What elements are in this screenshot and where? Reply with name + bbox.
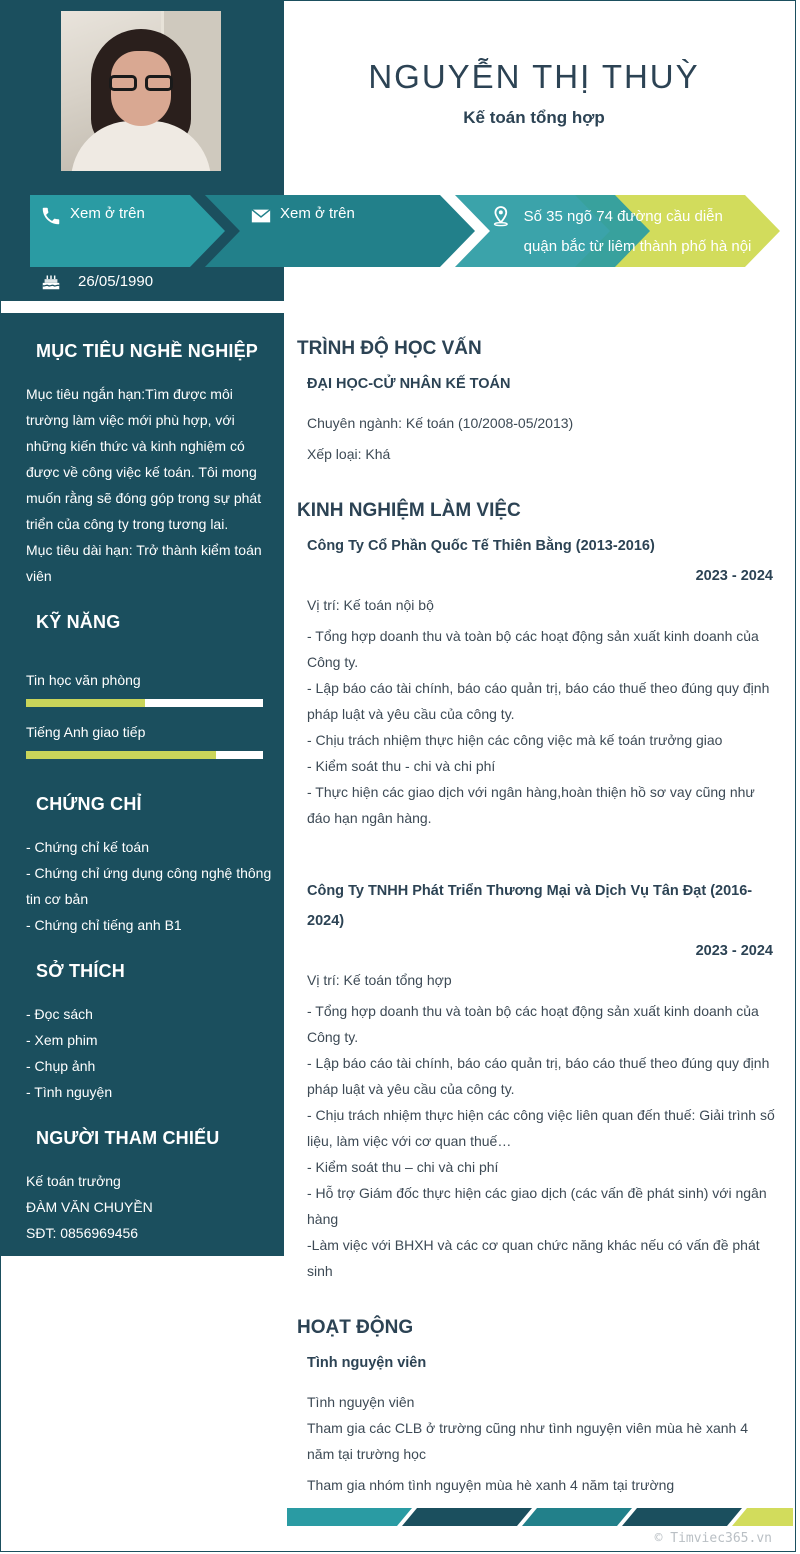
activity-title: Tình nguyện viên <box>307 1355 427 1371</box>
education-heading: TRÌNH ĐỘ HỌC VẤN <box>297 338 482 359</box>
skill-bar-fill <box>26 751 216 759</box>
candidate-name: NGUYỄN THỊ THUỲ <box>368 58 700 95</box>
hobby-item: - Đọc sách <box>26 1006 93 1022</box>
education-degree: ĐẠI HỌC-CỬ NHÂN KẾ TOÁN <box>307 376 511 392</box>
job-period: 2023 - 2024 <box>695 943 773 959</box>
education-major: Chuyên ngành: Kế toán (10/2008-05/2013) <box>307 415 574 431</box>
location-pin-icon <box>490 205 512 227</box>
objective-text <box>26 381 276 589</box>
skill-label: Tin học văn phòng <box>26 672 141 688</box>
contact-email <box>250 205 355 227</box>
job-duties <box>307 623 777 831</box>
duty-item: - Tổng hợp doanh thu và toàn bộ các hoạt động sản xuất kinh doanh của Công ty. <box>307 628 759 670</box>
contact-address <box>490 202 760 262</box>
reference-item: SĐT: 0856969456 <box>26 1225 139 1241</box>
duty-item: -Làm việc với BHXH và các cơ quan chức năng khác nếu có vấn đề phát sinh <box>307 1237 760 1279</box>
skill-bar <box>26 699 263 707</box>
activity-line: Tham gia nhóm tình nguyện mùa hè xanh 4 năm tại trường <box>307 1477 675 1493</box>
hobby-item: - Xem phim <box>26 1032 98 1048</box>
duty-item: - Thực hiện các giao dịch với ngân hàng,hoàn thiện hồ sơ vay cũng như đáo hạn ngân hàng. <box>307 784 755 826</box>
certificates-list <box>26 834 276 938</box>
contact-phone <box>40 205 145 227</box>
candidate-title: Kế toán tổng hợp <box>463 108 605 127</box>
duty-item: - Lập báo cáo tài chính, báo cáo quản trị, báo cáo thuế theo đúng quy định pháp luật và yêu cầu của công ty. <box>307 680 770 722</box>
activity-line: Tham gia các CLB ở trường cũng như tình nguyện viên mùa hè xanh 4 năm tại trường học <box>307 1420 749 1462</box>
hobby-item: - Chụp ảnh <box>26 1058 96 1074</box>
footer-stripe <box>287 1508 793 1526</box>
profile-photo <box>61 11 221 171</box>
birthday-cake-icon <box>40 270 62 292</box>
objective-long-term: Mục tiêu dài hạn: Trở thành kiểm toán viên <box>26 542 262 584</box>
job-position: Vị trí: Kế toán nội bộ <box>307 597 434 613</box>
address-text: Số 35 ngõ 74 đường cầu diễn quận bắc từ liêm thành phố hà nội <box>523 208 752 255</box>
reference-item: ĐÀM VĂN CHUYỀN <box>26 1199 153 1215</box>
objective-short-term: Mục tiêu ngắn hạn:Tìm được môi trường làm việc mới phù hợp, với những kiến thức và kinh nghiệm có được về công việc kế toán. Tôi mong muốn rằng sẽ đóng góp trong sự phát triển của công ty trong tương lai. <box>26 386 262 532</box>
duty-item: - Tổng hợp doanh thu và toàn bộ các hoạt động sản xuất kinh doanh của Công ty. <box>307 1003 759 1045</box>
hobby-item: - Tình nguyện <box>26 1084 113 1100</box>
skill-label: Tiếng Anh giao tiếp <box>26 724 146 740</box>
mail-icon <box>250 205 272 227</box>
job-company: Công Ty TNHH Phát Triển Thương Mại và Dịch Vụ Tân Đạt (2016-2024) <box>307 883 753 929</box>
education-grade: Xếp loại: Khá <box>307 446 391 462</box>
duty-item: - Kiểm soát thu - chi và chi phí <box>307 758 496 774</box>
job-duties <box>307 998 777 1284</box>
duty-item: - Hỗ trợ Giám đốc thực hiện các giao dịch (các vấn đề phát sinh) với ngân hàng <box>307 1185 767 1227</box>
duty-item: - Lập báo cáo tài chính, báo cáo quản trị, báo cáo thuế theo đúng quy định pháp luật và yêu cầu của công ty. <box>307 1055 770 1097</box>
birthday-text: 26/05/1990 <box>78 272 154 290</box>
skills-heading: KỸ NĂNG <box>36 612 121 632</box>
experience-heading: KINH NGHIỆM LÀM VIỆC <box>297 500 521 521</box>
duty-item: - Chịu trách nhiệm thực hiện các công việc liên quan đến thuế: Giải trình số liệu, làm việc với cơ quan thuế… <box>307 1107 775 1149</box>
job-period: 2023 - 2024 <box>695 568 773 584</box>
duty-item: - Chịu trách nhiệm thực hiện các công việc mà kế toán trưởng giao <box>307 732 723 748</box>
objective-heading: MỤC TIÊU NGHỀ NGHIỆP <box>36 341 259 361</box>
phone-text: Xem ở trên <box>70 205 145 222</box>
hobbies-heading: SỞ THÍCH <box>36 961 125 981</box>
duty-item: - Kiểm soát thu – chi và chi phí <box>307 1159 499 1175</box>
activity-lines <box>307 1389 777 1498</box>
email-text: Xem ở trên <box>280 205 355 222</box>
references-list <box>26 1168 276 1246</box>
reference-item: Kế toán trưởng <box>26 1173 121 1189</box>
left-sidebar <box>1 313 284 1256</box>
certificate-item: - Chứng chỉ tiếng anh B1 <box>26 917 182 933</box>
certificate-item: - Chứng chỉ ứng dụng công nghệ thông tin cơ bản <box>26 865 272 907</box>
skill-bar <box>26 751 263 759</box>
references-heading: NGƯỜI THAM CHIẾU <box>36 1128 220 1148</box>
hobbies-list <box>26 1001 276 1105</box>
certificates-heading: CHỨNG CHỈ <box>36 794 142 814</box>
activity-line: Tình nguyện viên <box>307 1394 415 1410</box>
certificate-item: - Chứng chỉ kế toán <box>26 839 149 855</box>
job-position: Vị trí: Kế toán tổng hợp <box>307 972 452 988</box>
activities-heading: HOẠT ĐỘNG <box>297 1317 414 1338</box>
skill-bar-fill <box>26 699 145 707</box>
job-company: Công Ty Cổ Phần Quốc Tế Thiên Bằng (2013-2016) <box>307 538 655 554</box>
birthday-row <box>40 270 153 292</box>
phone-icon <box>40 205 62 227</box>
copyright-text: © Timviec365.vn <box>654 1531 772 1546</box>
